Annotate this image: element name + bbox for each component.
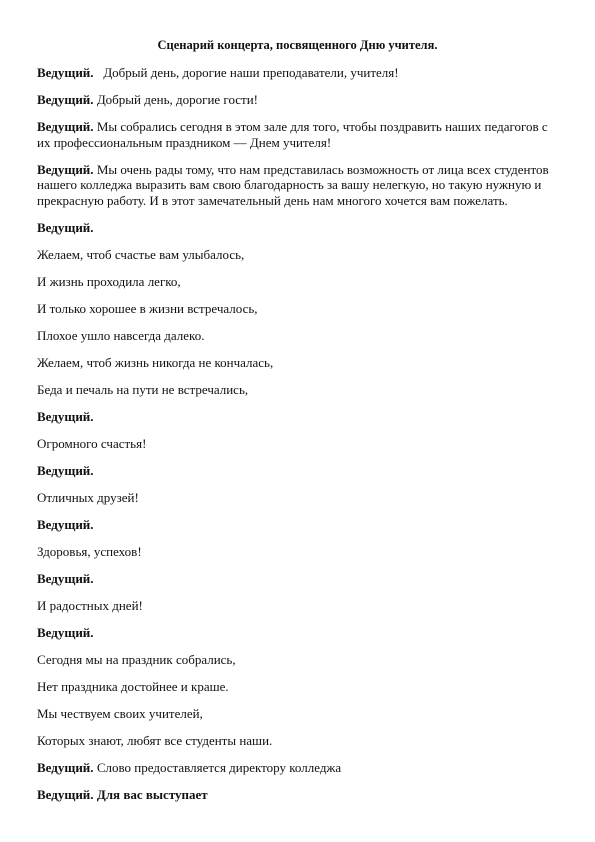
speaker-label: Ведущий. xyxy=(37,65,94,80)
speaker-label: Ведущий. xyxy=(37,759,94,775)
speaker-label: Ведущий. xyxy=(37,119,94,134)
script-line xyxy=(37,162,562,209)
speaker-label: Ведущий. xyxy=(37,462,94,478)
poem-line: Плохое ушло навсегда далеко. xyxy=(37,327,205,343)
speaker-label: Ведущий. xyxy=(37,92,94,107)
speaker-line xyxy=(37,463,562,479)
script-line xyxy=(37,119,562,150)
speaker-label: Ведущий. xyxy=(37,786,94,802)
poem-line: Сегодня мы на праздник собрались, xyxy=(37,651,236,667)
poem-line: И жизнь проходила легко, xyxy=(37,273,181,289)
speaker-label: Ведущий. xyxy=(37,570,94,586)
speaker-line xyxy=(37,625,562,641)
poem-line: Огромного счастья! xyxy=(37,435,147,451)
speaker-line xyxy=(37,571,562,587)
script-line xyxy=(37,787,562,803)
speaker-label: Ведущий. xyxy=(37,219,94,235)
speaker-label: Ведущий. xyxy=(37,516,94,532)
script-line xyxy=(37,65,562,81)
poem-line: Отличных друзей! xyxy=(37,489,139,505)
speaker-line xyxy=(37,220,562,236)
poem-line: Мы чествуем своих учителей, xyxy=(37,705,203,721)
speaker-line xyxy=(37,517,562,533)
poem-line: Нет праздника достойнее и краше. xyxy=(37,678,229,694)
poem-line: И только хорошее в жизни встречалось, xyxy=(37,300,258,316)
line-text: Для вас выступает xyxy=(96,786,208,802)
poem-line: И радостных дней! xyxy=(37,597,143,613)
line-text: Добрый день, дорогие гости! xyxy=(96,92,258,107)
poem-line: Желаем, чтоб жизнь никогда не кончалась, xyxy=(37,354,274,370)
script-line xyxy=(37,760,562,776)
line-text: Мы собрались сегодня в этом зале для того, чтобы поздравить наших педагогов с их профессиональным праздником — Днем учителя! xyxy=(37,119,548,150)
speaker-label: Ведущий. xyxy=(37,161,94,177)
poem-line: Желаем, чтоб счастье вам улыбалось, xyxy=(37,246,245,262)
document-body xyxy=(37,65,562,814)
speaker-label: Ведущий. xyxy=(37,408,94,424)
poem-line: Здоровья, успехов! xyxy=(37,543,142,559)
line-text: Слово предоставляется директору колледжа xyxy=(96,759,342,775)
script-line xyxy=(37,92,562,108)
line-text: Добрый день, дорогие наши преподаватели, учителя! xyxy=(103,65,399,80)
speaker-line xyxy=(37,409,562,425)
line-text: Мы очень рады тому, что нам представилась возможность от лица всех студентов нашего колледжа выразить вам свою благодарность за вашу нелегкую, но такую нужную и прекрасную работу. И в этот замечательный день нам многого хочется вам пожелать. xyxy=(37,161,549,208)
speaker-label: Ведущий. xyxy=(37,624,94,640)
poem-line: Беда и печаль на пути не встречались, xyxy=(37,381,249,397)
poem-line: Которых знают, любят все студенты наши. xyxy=(37,732,273,748)
document-title: Сценарий концерта, посвященного Дню учителя. xyxy=(157,38,438,52)
